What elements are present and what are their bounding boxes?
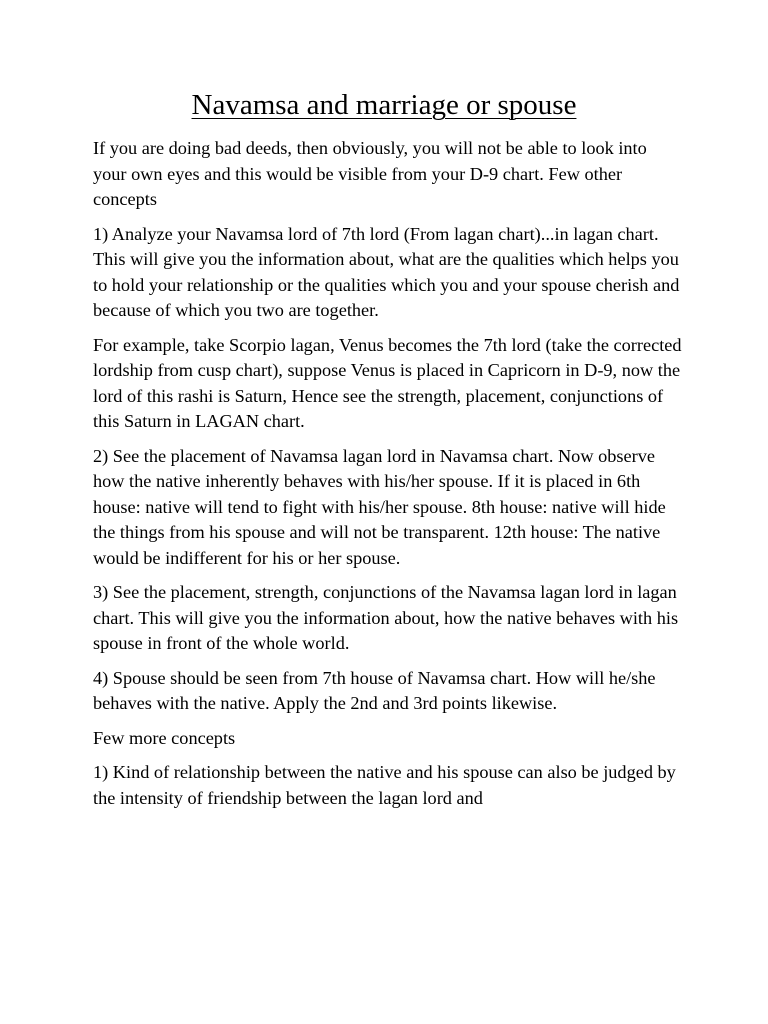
paragraph-more-point-1: 1) Kind of relationship between the native and his spouse can also be judged by the intensity of friendship between the lagan lord and [93,762,676,808]
paragraph-intro: If you are doing bad deeds, then obviously, you will not be able to look into your own eyes and this would be visible from your D-9 chart. Few other concepts [93,138,647,209]
document-title: Navamsa and marriage or spouse [191,89,577,121]
paragraph-point-3: 3) See the placement, strength, conjunctions of the Navamsa lagan lord in lagan chart. This will give you the information about, how the native behaves with his spouse in front of the whole world. [93,582,679,653]
paragraph-example: For example, take Scorpio lagan, Venus becomes the 7th lord (take the corrected lordship from cusp chart), suppose Venus is placed in Capricorn in D-9, now the lord of this rashi is Saturn, Hence see the strength, placement, conjunctions of this Saturn in LAGAN chart. [93,334,682,431]
paragraph-point-4: 4) Spouse should be seen from 7th house of Navamsa chart. How will he/she behaves with the native. Apply the 2nd and 3rd points likewise. [93,667,656,713]
paragraph-point-1: 1) Analyze your Navamsa lord of 7th lord (From lagan chart)...in lagan chart. This will give you the information about, what are the qualities which helps you to hold your relationship or the qualities which you and your spouse cherish and because of which you two are together. [93,223,680,320]
document-body [93,136,683,820]
paragraph-more-concepts-heading: Few more concepts [93,727,236,748]
paragraph-point-2: 2) See the placement of Navamsa lagan lord in Navamsa chart. Now observe how the native inherently behaves with his/her spouse. If it is placed in 6th house: native will tend to fight with his/her spouse. 8th house: native will hide the things from his spouse and will not be transparent. 12th house: The native would be indifferent for his or her spouse. [93,445,666,568]
